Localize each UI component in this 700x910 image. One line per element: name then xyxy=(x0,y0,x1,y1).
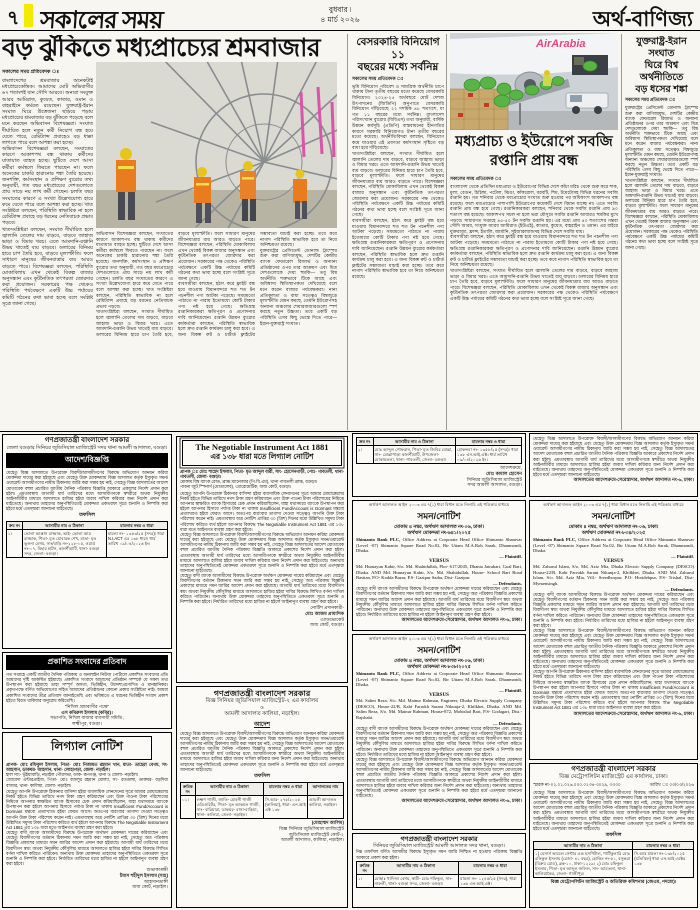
accused-name: ১) মেসার্স ভায়েল সেন্টার এন্ড হসপিটাল, পার্টিকুলারি মোঃ রফিকুল ইসলাম (রেজা- ৪১ বছর), হোল্ডিং নং-৫১, বসুন্ধরা (বিক্রয় রোড), ব্লক-১০, ঢাকা-১২২৯। ২) মোঃ রফিকুল ইসলাম, পিতা- মৃত আব্দুল জলিল, সাং- আমতলা, থানা- কালিয়াকৈর, জেলা- গাজীপুর। xyxy=(534,850,633,878)
negotiable-sign-line: জজ কোর্ট, বগুড়া। xyxy=(310,622,344,628)
defendants-text: Md. Zahurul Islam, S/o. Md. Aziz Mia, Dhaka Electric Supply Company (DESCO) House-22/B, Kabi Farrukh Sarani Nikunja-2, Khilkhet, Dhaka. AND Md. Zahurul Islam, S/o. Md. Aziz Mia, Vill.- Sreedhorpur, P.O- Horidebpur, P.S- Trishal, Dist- Mymensingh. xyxy=(533,564,694,587)
kalia-sign-line: আমলী আদালত, কালিয়া, নড়াইল। xyxy=(280,837,344,843)
page-number: ৭ xyxy=(7,8,20,29)
addressee-line: প্রাপক ঃ মোঃ শাহেদ ইসলাম, পিতা- মৃত আব্দুল বারী, সাং- হোসেনগাড়ী, পোঃ- গাবতলী, থানা- গাবতলী, জেলা- বগুড়া। xyxy=(180,469,344,480)
metro-sign: বিজ্ঞ মেট্রোপলিটন ম্যাজিস্ট্রেট ও অতিরিক্ত কমিশনার (জেএম, পদন্নো)। xyxy=(550,879,677,885)
notice-body: যেহেতু বিজ্ঞ আদালতে উপরোক্ত বিবাদী/আসামীগণের বিরুদ্ধে অভিযোগ আনয়ন করিয়া মোকদ্দমা দায়ের করা হইয়াছে এবং যেহেতু উক্ত মোকদ্দমায় বিজ্ঞ আদালত কর্তৃক ইস্যুকৃত সমন/ওয়ারেন্ট আসামীগণের নামীয় ঠিকানায় জারি করা সম্ভব হয় নাই, সেহেতু বিজ্ঞ আদালতের আদেশ মোতাবেক বহুল প্রচারিত জাতীয় দৈনিক পত্রিকায় বিজ্ঞপ্তি আকারে প্রকাশের নির্দেশ প্রদান করা হইল। এমতাবস্থায় আগামী ধার্য তারিখের মধ্যে আসামীগণকে স্বশরীরে অথবা নিযুক্তীয় আইনজীবীর মাধ্যমে আদালতে হাজির হইয়া জবাব দাখিল করিবার জন্য নির্দেশ প্রদান করা যাইতেছে। অন্যথায় তাহাদের অনুপস্থিতিতেই মোকদ্দমা একতরফা সূত্রে শুনানি ও নিষ্পত্তি করা হইবে মর্মে এতদ্দ্বারা জানানো যাইতেছে। xyxy=(533,789,694,831)
table-header: আসামীর নাম ও ঠিকানা xyxy=(373,861,459,874)
case-details: মামলা নং- ১২৪৫/২৫ (সদর), ধারা ১৩৮ এন.আই.এক্ট। xyxy=(459,874,522,887)
bogura-order-notice xyxy=(2,434,172,649)
investment-paragraph: ব্যবসায়ীরা বলছেন, হঠাৎ করে ফ্লাইট বন্ধ হয়ে যাওয়ায় বিমানবন্দরে শত শত টন পচনশীল পণ্য আটকা পড়েছে। সময়মতো পাঠাতে না পারায় ইতোমধ্যে কোটি টাকার পণ্য নষ্ট হয়ে গেছে। ক্ষতিগ্রস্ত রপ্তানিকারকরা ক্ষতিপূরণ ও প্রণোদনার দাবি জানিয়েছেন। রপ্তানি উন্নয়ন ব্যুরোর কর্মকর্তারা বলছেন, পরিস্থিতি স্বাভাবিক হলে দ্রুত রপ্তানি কার্যক্রম চালু করা হবে। এ জন্য বিকল্প রুট ও চার্টার্ড ফ্লাইটের সম্ভাব্যতা যাচাই করা হচ্ছে। তবে কবে নাগাদ পরিস্থিতি স্বাভাবিক হবে তা নিয়ে অনিশ্চয়তা রয়েছে। xyxy=(352,218,444,279)
case-details: সি.আর- ২৭৫/২০২৫ (কালিয়া), ধারা- এন.আই এক্ট ১৩৮ xyxy=(264,795,308,818)
investment-headline-line1: বেসরকারি বিনিয়োগ ১১ xyxy=(356,36,440,61)
bogura-order-continuation xyxy=(352,433,526,497)
court-name: আমলী আদালত কালিয়া, নড়াইল। xyxy=(224,710,300,717)
office-name: বিজ্ঞ সিনিয়র জুডিসিয়াল ম্যাজিস্ট্রেট-২ এর কার্যালয় xyxy=(205,698,319,705)
main-article-left-column xyxy=(2,69,93,429)
defendant-tag: — Defendants. xyxy=(492,720,522,726)
table-row xyxy=(357,446,522,464)
summons-title: সমন/নোটিশ xyxy=(417,510,461,521)
office-name: বিজ্ঞ মেট্রোপলিটন ম্যাজিস্ট্রেট এর কার্যালয়, ঢাকা। xyxy=(559,774,668,781)
main-article-paragraph: অভিবাসন বিশেষজ্ঞরা বলছেন, সংঘাতের কারণে আকাশপথ বন্ধ থাকায় কর্মীদের যাতায়াত ব্যাহত হচ্ছে। ছুটিতে দেশে আসা কর্মীরা কর্মস্থলে ফিরতে পারছেন না। ফলে অনেকের চাকরি হারানোর শঙ্কা তৈরি হয়েছে। জনশক্তি, কর্মসংস্থান ও প্রশিক্ষণ ব্যুরোর তথ্য অনুযায়ী, গত বছর মধ্যপ্রাচ্যের দেশগুলোতে প্রায় সাড়ে নয় লাখ কর্মী গেছেন। চলতি বছর সংঘাতের কারণে এ সংখ্যা উল্লেখযোগ্য হারে কমে যেতে পারে বলে আশঙ্কা করা হচ্ছে। খাত সংশ্লিষ্টরা বলছেন, পরিস্থিতি স্বাভাবিক না হলে রেমিট্যান্স প্রবাহে বড় ধরনের নেতিবাচক প্রভাব পড়বে। xyxy=(96,231,173,309)
accused-name: ভোলা আক্কাস রাজ্জাক, ভাই- ভোলা আয় রাজ্জাক, পিতা- মৃত মোবারক শেখ, মাতা- মৃত ভুলনা বেগম, সাং/বাড়ি নং-২২৮-০৫, ওয়ার্ড নং-০৭, বিহার হাটস, কালশীমাটি, থানা- বগুড়া সদর, জেলা- বগুড়া। xyxy=(23,530,107,558)
summons-body: যেহেতু বাদী ব্যাংক আসামীদের বিরুদ্ধে উপরোক্ত অর্থঋণ মোকদ্দমা দায়ের করিয়াছেন এবং যেহেতু বিবাদীগণের বর্তমান ঠিকানায় সমন জারি করা সম্ভব হয় নাই, সেহেতু অত্র পত্রিকায় বিজ্ঞপ্তি প্রকাশের মাধ্যমে সমন জারির আদেশ প্রদান করা হইয়াছে। আগামী ধার্য তারিখের মধ্যে বিবাদীগণ স্বয়ং অথবা নিযুক্তীয় কৌঁসুলির মাধ্যমে আদালতে হাজির হইয়া দাবির বিরুদ্ধে লিখিত বর্ণনা দাখিল করিতে পারিবেন। অন্যথায় উক্ত মোকদ্দমা তাহাদের অনুপস্থিতিতে একতরফা সূত্রে শুনানি ও নিষ্পত্তি করা হইবে। নির্ধারিত তারিখের মধ্যে হাজির না হইলে আইনানুগ ব্যবস্থা গ্রহণ করা হইবে। xyxy=(533,591,694,628)
negotiable-sign-line: নোটিশ প্রদানকারী- xyxy=(310,605,344,611)
us-iran-headline-line3: বড় ধসের শঙ্কা xyxy=(635,83,688,95)
table-row xyxy=(357,874,522,887)
main-article-paragraph: খাতসংশ্লিষ্টরা বলছেন, সংঘাত দীর্ঘায়িত হলে জ্বালানি তেলের দাম বাড়বে, বাড়বে জাহাজ ভাড়া ও বিমার খরচ। এতে আমদানি-রপ্তানি উভয় খাতেই ব্যয় বাড়বে। ডলারের বিনিময় হারে চাপ তৈরি হবে, বাড়বে মূল্যস্ফীতি। ফলে সাধারণ মানুষের জীবনযাত্রার ব্যয় আরও বাড়তে পারে। বিশেষজ্ঞরা বলছেন, পরিস্থিতি মোকাবিলায় এখন থেকেই বিকল্প বাজার অনুসন্ধান এবং কূটনৈতিক তৎপরতা জোরদার করা প্রয়োজন। সরকারের পক্ষ থেকেও পরিস্থিতি পর্যবেক্ষণে একটি উচ্চ পর্যায়ের কমিটি গঠনের কথা ভাবা হচ্ছে বলে সংশ্লিষ্ট সূত্রে জানা গেছে। xyxy=(2,226,93,307)
summons-notice-1 xyxy=(352,500,526,631)
court-name: জেলা বগুড়ার সিনিয়র জুডিসিয়াল ম্যাজিস্ট্রেট সদর থানা আমলী আদালত, বগুড়া। xyxy=(6,445,168,452)
summons-title: সমন/নোটিশ xyxy=(591,510,636,521)
protest-sign-line: লক্ষ্মীপুর, বগুড়া। xyxy=(72,721,102,727)
column-divider xyxy=(446,34,447,430)
legal-sign-line: জজ কোর্ট, নড়াইল। xyxy=(132,884,168,890)
case-details: মামলা নং- ১৩৫৩/২৫ (সদর)। ধারা N.I.ACT এর ১৩৮ ধারা। ধার্য তারিখ ০৯/০৪/২০২৬ ইং। xyxy=(106,530,167,558)
main-article-paragraph: খাতসংশ্লিষ্টরা বলছেন, সংঘাত দীর্ঘায়িত হলে জ্বালানি তেলের দাম বাড়বে, বাড়বে জাহাজ ভাড়া ও বিমার খরচ। এতে আমদানি-রপ্তানি উভয় খাতেই ব্যয় বাড়বে। ডলারের বিনিময় হারে চাপ তৈরি হবে, বাড়বে মূল্যস্ফীতি। ফলে সাধারণ মানুষের জীবনযাত্রার ব্যয় আরও বাড়তে পারে। বিশেষজ্ঞরা বলছেন, পরিস্থিতি মোকাবিলায় এখন থেকেই বিকল্প বাজার অনুসন্ধান এবং কূটনৈতিক তৎপরতা জোরদার করা প্রয়োজন। সরকারের পক্ষ থেকেও পরিস্থিতি পর্যবেক্ষণে একটি উচ্চ পর্যায়ের কমিটি গঠনের কথা ভাবা হচ্ছে বলে সংশ্লিষ্ট সূত্রে জানা গেছে। xyxy=(96,231,255,337)
protest-body: গত সপ্তাহে একটি জাতীয় দৈনিক পত্রিকায় ও অনলাইন নিউজ পোর্টালে প্রকাশিত সংবাদের প্রতি আমাদের দৃষ্টি আকর্ষিত হইয়াছে। প্রকাশিত সংবাদে আমাদের প্রতিষ্ঠান সম্পর্কে যে সকল তথ্য উপস্থাপন করা হইয়াছে তাহা সম্পূর্ণ অসত্য, ভিত্তিহীন, উদ্দেশ্যপ্রণোদিত ও মানহানিকর। প্রকৃতপক্ষে বর্ণিত অভিযোগের সহিত আমাদের প্রতিষ্ঠানের কোনো প্রকার সংশ্লিষ্টতা নাই। আমরা প্রকাশিত সংবাদের তীব্র প্রতিবাদ জানাইতেছি এবং ভবিষ্যতে এ ধরনের ভিত্তিহীন সংবাদ প্রকাশ হইতে বিরত থাকিবার অনুরোধ করিতেছি। xyxy=(6,672,168,703)
summons-continuation xyxy=(529,433,698,497)
negotiable-body: যেহেতু বাদী ব্যাংক আসামীদের বিরুদ্ধে উপরোক্ত অর্থঋণ মোকদ্দমা দায়ের করিয়াছেন এবং যেহেতু বিবাদীগণের বর্তমান ঠিকানায় সমন জারি করা সম্ভব হয় নাই, সেহেতু অত্র পত্রিকায় বিজ্ঞপ্তি প্রকাশের মাধ্যমে সমন জারির আদেশ প্রদান করা হইয়াছে। আগামী ধার্য তারিখের মধ্যে বিবাদীগণ স্বয়ং অথবা নিযুক্তীয় কৌঁসুলির মাধ্যমে আদালতে হাজির হইয়া দাবির বিরুদ্ধে লিখিত বর্ণনা দাখিল করিতে পারিবেন। অন্যথায় উক্ত মোকদ্দমা তাহাদের অনুপস্থিতিতে একতরফা সূত্রে শুনানি ও নিষ্পত্তি করা হইবে। নির্ধারিত তারিখের মধ্যে হাজির না হইলে আইনানুগ ব্যবস্থা গ্রহণ করা হইবে। xyxy=(180,573,344,604)
veg-paragraph: ব্যবসায়ীরা বলছেন, হঠাৎ করে ফ্লাইট বন্ধ হয়ে যাওয়ায় বিমানবন্দরে শত শত টন পচনশীল পণ্য আটকা পড়েছে। সময়মতো পাঠাতে না পারায় ইতোমধ্যে কোটি টাকার পণ্য নষ্ট হয়ে গেছে। ক্ষতিগ্রস্ত রপ্তানিকারকরা ক্ষতিপূরণ ও প্রণোদনার দাবি জানিয়েছেন। রপ্তানি উন্নয়ন ব্যুরোর কর্মকর্তারা বলছেন, পরিস্থিতি স্বাভাবিক হলে দ্রুত রপ্তানি কার্যক্রম চালু করা হবে। এ জন্য বিকল্প রুট ও চার্টার্ড ফ্লাইটের সম্ভাব্যতা যাচাই করা হচ্ছে। তবে কবে নাগাদ পরিস্থিতি স্বাভাবিক হবে তা নিয়ে অনিশ্চয়তা রয়েছে। xyxy=(450,234,618,268)
investment-article xyxy=(352,36,444,430)
main-article-byline: সকালের সময় প্রতিবেদক ঃ xyxy=(2,69,60,75)
schedule-label: তফসিল xyxy=(254,772,270,779)
plaintiff-tag: — Plaintiff. xyxy=(499,554,522,559)
us-iran-paragraph: খাতসংশ্লিষ্টরা বলছেন, সংঘাত দীর্ঘায়িত হলে জ্বালানি তেলের দাম বাড়বে, বাড়বে জাহাজ ভাড়া ও বিমার খরচ। এতে আমদানি-রপ্তানি উভয় খাতেই ব্যয় বাড়বে। ডলারের বিনিময় হারে চাপ তৈরি হবে, বাড়বে মূল্যস্ফীতি। ফলে সাধারণ মানুষের জীবনযাত্রার ব্যয় আরও বাড়তে পারে। বিশেষজ্ঞরা বলছেন, পরিস্থিতি মোকাবিলায় এখন থেকেই বিকল্প বাজার অনুসন্ধান এবং কূটনৈতিক তৎপরতা জোরদার করা প্রয়োজন। সরকারের পক্ষ থেকেও পরিস্থিতি পর্যবেক্ষণে একটি উচ্চ পর্যায়ের কমিটি গঠনের কথা ভাবা হচ্ছে বলে সংশ্লিষ্ট সূত্রে জানা গেছে। xyxy=(625,177,698,250)
masthead-logo: সকালের সময় xyxy=(39,7,164,34)
veg-article-headline xyxy=(450,133,618,171)
kalia-sign-line: জুডিসিয়াল ম্যাজিস্ট্রেট কোর্ট-২ xyxy=(288,831,344,837)
main-article-paragraph: বাংলাদেশের শ্রমবাজার অনেকটাই মধ্যপ্রাচ্যকেন্দ্রিক। আমাদের মোট অভিবাসীর ৬৭ শতাংশই যান সৌদি আরবে। অন্যরা সংযুক্ত আরব আমিরাত, কুয়েত, কাতার, ওমান ও বাহরাইনে কর্মরত রয়েছেন। যুক্তরাষ্ট্র-ইরান সংঘাত ঘিরে উত্তেজনা ছড়িয়ে পড়ায় মধ্যপ্রাচ্যের শ্রমবাজার বড় ঝুঁকিতে পড়েছে বলে মনে করছেন অভিবাসন বিশেষজ্ঞরা। সংঘাত দীর্ঘায়িত হলে নতুন কর্মী নিয়োগ বন্ধ হয়ে যেতে পারে, রেমিট্যান্স প্রবাহেও বড় ধাক্কা লাগতে পারে বলে আশঙ্কা করা হচ্ছে। xyxy=(2,78,93,146)
addressee-line: প্রাপক- মোঃ রফিকুল ইসলাম, পিতা- মোঃ নিজামত রহমান খান, মাতা- তাহেরা বেগম, সং- আহসান, ডাকঘর- আহসান, থানা- লোহাগড়া, জেলা- নড়াইল। xyxy=(6,762,168,773)
order-label: আদেশ xyxy=(253,721,271,728)
plaintiff-address: Office Address at Corporate Head Office Shimanto Shamvar (Level -07) Shimanto Square Road No.02, Bir Uttam M.A.Rob Sarak, Dhanmondi, Dhaka. xyxy=(533,536,694,554)
accused-name: লক্ষ্মণ গাজী, জাতি- মোহনী গাজী এডিওরিটর, পিতা- মৃত আকমল গাজী, সাং- বারিয়ারা, ডাকঘর- বাসা-বাড়িয়া, থানা- কালিয়া, জেলা- নড়াইল। xyxy=(195,795,263,818)
plaintiff-name: Shimanto Bank PLC, xyxy=(533,536,577,542)
accused-table xyxy=(533,841,694,878)
case-details: মোকদ্দমা নং- ১৩৫৮/২৫ (সদর)। ধারা ১৩৮ এন.আই.এক্ট। ধার্য তারিখ ০৯/০৪/২০২৬ ইং। xyxy=(456,446,522,464)
table-header: মামলার নম্বর ও ধারা xyxy=(633,842,694,850)
bogura-sign-line: সিনিয়র জুডিসিয়াল ম্যাজিস্ট্রেট xyxy=(466,476,522,482)
addressee-line: জোবেদা এন্টারপ্রাইজ, পিতা- মোঃ বজলুর রহমান মোল্যা, সং- রতডাঙ্গা, ডাকঘর- বড়দিয়া বাজার, থানা- কালিয়া, জেলা- নড়াইল। xyxy=(6,777,168,788)
table-row xyxy=(181,795,344,818)
court-name-cell: আমলী আদালত কালিয়া, নড়াইল। xyxy=(308,795,344,818)
accused-table xyxy=(356,861,522,888)
legal-body: যেহেতু আপনি উপরোক্ত ঠিকানার বাসিন্দা হইয়া ব্যবসায়িক লেনদেনের সূত্রে আমার মোয়াক্কেলের নিকট হইতে বিভিন্ন তারিখে নগদ টাকা গ্রহণ করিয়াছেন এবং উক্ত পাওনা টাকা পরিশোধের নিমিত্তে আপনার স্বাক্ষরিত ব্যাংক হিসাবের চেক প্রদান করিয়াছিলেন, যাহা যথাসময়ে ব্যাংকে উপস্থাপন করা হইলে আপনার হিসাবে পর্যাপ্ত টাকা না থাকায় Insufficient Fund/Account is Dormant মন্তব্যে প্রত্যাখ্যাত হইয়া ফেরত আসে। অতঃপর বারংবার তাগাদা দেওয়া সত্ত্বেও আপনি উক্ত টাকা পরিশোধ করেন নাই। এমতাবস্থায় অত্র নোটিশ প্রাপ্তির ৩০ (ত্রিশ) দিনের মধ্যে উল্লিখিত সমুদয় টাকা পরিশোধ করিতে ব্যর্থ হইলে আপনার বিরুদ্ধে The Negotiable Instrument Act 1881 এর ১৩৮ ধারা মতে আইনগত ব্যবস্থা গ্রহণ করা হইবে। xyxy=(6,788,168,830)
bogura-sign-line: আদেশক্রমে, xyxy=(500,465,522,471)
plaintiff-address: Office Address at Corporate Head Office Shimanto Shamvar (Level -07) Shimanto Square Road No.02, Bir Uttam M.A.Rob Sarak, Dhanmondi, Dhaka. xyxy=(356,670,522,688)
veg-article-body xyxy=(450,176,618,429)
addressee-line: পাবনা জুট স্পিনার্স (মোতালেব), এ্যারোমেটিক, জজ কোর্ট, বগুড়া। xyxy=(180,484,292,490)
mokam-line: মোকাম ৪ নম্বর, অর্থঋণ আদালত নং-০৬, ঢাকা। xyxy=(394,658,484,664)
gov-title: গণপ্রজাতন্ত্রী বাংলাদেশ সরকার xyxy=(571,766,656,773)
protest-bar: প্রকাশিত সংবাদের প্রতিবাদ xyxy=(6,655,168,670)
case-details: সি.আর মামলা নং-১৩৮/২০২৫ (মতিঝিল) ধারা এন.আই.এক্টের ১৩৮ xyxy=(633,850,694,878)
summons-body: যেহেতু আপনি উপরোক্ত ঠিকানার বাসিন্দা হইয়া ব্যবসায়িক লেনদেনের সূত্রে আমার মোয়াক্কেলের নিকট হইতে বিভিন্ন তারিখে নগদ টাকা গ্রহণ করিয়াছেন এবং উক্ত পাওনা টাকা পরিশোধের নিমিত্তে আপনার স্বাক্ষরিত ব্যাংক হিসাবের চেক প্রদান করিয়াছিলেন, যাহা যথাসময়ে ব্যাংকে উপস্থাপন করা হইলে আপনার হিসাবে পর্যাপ্ত টাকা না থাকায় Insufficient Fund/Account is Dormant মন্তব্যে প্রত্যাখ্যাত হইয়া ফেরত আসে। অতঃপর বারংবার তাগাদা দেওয়া সত্ত্বেও আপনি উক্ত টাকা পরিশোধ করেন নাই। এমতাবস্থায় অত্র নোটিশ প্রাপ্তির ৩০ (ত্রিশ) দিনের মধ্যে উল্লিখিত সমুদয় টাকা পরিশোধ করিতে ব্যর্থ হইলে আপনার বিরুদ্ধে The Negotiable Instrument Act 1881 এর ১৩৮ ধারা মতে আইনগত ব্যবস্থা গ্রহণ করা হইবে। xyxy=(533,669,694,711)
construction-photo-graphic xyxy=(96,62,337,228)
row-number: ২। xyxy=(357,446,374,464)
row-number: ১। xyxy=(7,530,23,558)
summons-notice-3 xyxy=(529,500,698,760)
accused-table xyxy=(6,521,168,558)
investment-paragraph: ভূমি বিনিয়োগ পরিবেশ ও সামগ্রিক অর্থনীতি চাপে থাকায় টানা তৃতীয় বছরের মতো কমেছে বেসরকারি বিনিয়োগ। ২০২৪-২৫ অর্থবছরে মোট দেশজ উৎপাদনের (জিডিপি) অনুপাতে বেসরকারি বিনিয়োগ দাঁড়িয়েছে ২২ দশমিক ৪৮ শতাংশে, যা গত ১১ বছরের মধ্যে সর্বনিম্ন। বাংলাদেশ পরিসংখ্যান ব্যুরোর (বিবিএস) তথ্য অনুযায়ী, বার্ষিক উন্নয়ন কর্মসূচি (এডিপি) বাস্তবায়নের হীনগতির কারণে সরকারি বিনিয়োগও টানা তৃতীয় বছরের মতো কমেছে। অর্থনীতিবিদরা বলছেন, বিনিয়োগ কমে যাওয়ার এই প্রবণতা কর্মসংস্থান সৃষ্টিতে বড় বাধা হয়ে দাঁড়িয়েছে। xyxy=(352,83,444,151)
versus-label: VERSUS xyxy=(429,559,449,564)
protest-sign-line: সভাপতি, নিখিল বাজার ব্যবসায়ী সমিতি, xyxy=(50,715,124,721)
main-headline: বড় ঝুঁকিতে মধ্যপ্রাচ্যের শ্রমবাজার xyxy=(2,35,321,62)
schedule-label: তফসিল xyxy=(605,832,622,838)
order-sign: আদালতের আদেশক্রমে-সেরেস্তাদার, অর্থঋণ আদালত নং-৬, ঢাকা। xyxy=(401,617,522,623)
section-rule xyxy=(0,431,700,432)
defendant-tag: — Defendants. xyxy=(664,586,694,592)
versus-label: VERSUS xyxy=(429,693,449,698)
cargo-plane-photo-graphic xyxy=(450,33,618,130)
page-number-highlight xyxy=(24,4,33,27)
section-title: অর্থ-বাণিজ্য xyxy=(592,8,693,31)
us-iran-headline-line1: যুক্তরাষ্ট্র-ইরান সংঘাত xyxy=(636,36,687,59)
mokam-line: মোকাম ৪ নম্বর, অর্থঋণ আদালত নং-০৬, ঢাকা। xyxy=(568,524,659,530)
us-iran-article xyxy=(625,36,698,430)
row-number: ১। xyxy=(357,874,374,887)
table-header: আসামীর নাম ও ঠিকানা xyxy=(534,842,633,850)
dateline xyxy=(295,5,385,25)
column-divider xyxy=(347,34,348,430)
case-number: অর্থঋণ মোকদ্দমা নং-৬৪১/২০২৫ xyxy=(407,530,471,536)
kalia-order-notice xyxy=(176,686,348,908)
negotiable-act-notice xyxy=(176,436,348,683)
accused-name: মোঃ আব্দুল গোফরান, পিতা- মৃত জিবির মোল্লা, সাং- মোল্লাপাড়া কালশীমাটি, উপজেলা- মোকামতলা, থানা- গাবতলী, জেলা- বগুড়া। xyxy=(373,446,456,464)
summons-title: সমন/নোটিশ xyxy=(417,644,461,655)
date-label: ৪ মার্চ ২০২৬ xyxy=(320,14,360,24)
plaintiff-name: Shimanto Bank PLC, xyxy=(356,670,401,676)
veg-headline-line2: রপ্তানি প্রায় বন্ধ xyxy=(489,152,579,169)
court-name: সিনিয়র জুডিসিয়াল ম্যাজিস্ট্রেট আমলী আদালত সদর থানা, বগুড়া। xyxy=(373,843,505,850)
mokam-line: মোকাম ৪ নম্বর, অর্থঋণ আদালত নং-০৬, ঢাকা। xyxy=(394,524,484,530)
addressee-line: হাল সাং- ভূঁইয়াবাড়ি, নড়াইল পৌরসভা, ডাক- রূপগঞ্জ, থানা ও জেলা- নড়াইল। xyxy=(6,772,139,778)
main-article-paragraph: ব্যবসায়ীরা বলছেন, হঠাৎ করে ফ্লাইট বন্ধ হয়ে যাওয়ায় বিমানবন্দরে শত শত টন পচনশীল পণ্য আটকা পড়েছে। সময়মতো পাঠাতে না পারায় ইতোমধ্যে কোটি টাকার পণ্য নষ্ট হয়ে গেছে। ক্ষতিগ্রস্ত রপ্তানিকারকরা ক্ষতিপূরণ ও প্রণোদনার দাবি জানিয়েছেন। রপ্তানি উন্নয়ন ব্যুরোর কর্মকর্তারা বলছেন, পরিস্থিতি স্বাভাবিক হলে দ্রুত রপ্তানি কার্যক্রম চালু করা হবে। এ জন্য বিকল্প রুট ও চার্টার্ড ফ্লাইটের সম্ভাব্যতা যাচাই করা হচ্ছে। তবে কবে নাগাদ পরিস্থিতি স্বাভাবিক হবে তা নিয়ে অনিশ্চয়তা রয়েছে। xyxy=(178,231,337,337)
main-article-paragraph: অভিবাসন বিশেষজ্ঞরা বলছেন, সংঘাতের কারণে আকাশপথ বন্ধ থাকায় কর্মীদের যাতায়াত ব্যাহত হচ্ছে। ছুটিতে দেশে আসা কর্মীরা কর্মস্থলে ফিরতে পারছেন না। ফলে অনেকের চাকরি হারানোর শঙ্কা তৈরি হয়েছে। জনশক্তি, কর্মসংস্থান ও প্রশিক্ষণ ব্যুরোর তথ্য অনুযায়ী, গত বছর মধ্যপ্রাচ্যের দেশগুলোতে প্রায় সাড়ে নয় লাখ কর্মী গেছেন। চলতি বছর সংঘাতের কারণে এ সংখ্যা উল্লেখযোগ্য হারে কমে যেতে পারে বলে আশঙ্কা করা হচ্ছে। খাত সংশ্লিষ্টরা বলছেন, পরিস্থিতি স্বাভাবিক না হলে রেমিট্যান্স প্রবাহে বড় ধরনের নেতিবাচক প্রভাব পড়বে। xyxy=(2,146,93,227)
table-header: মামলার নম্বর ও ধারা xyxy=(456,438,522,446)
investment-byline: সকালের সময় প্রতিবেদক ঃ xyxy=(352,75,404,81)
table-header: আসামীর নাম ও ঠিকানা xyxy=(23,522,107,530)
plaintiff-tag: — Plaintiff. xyxy=(499,688,522,693)
case-number: অর্থঋণ মোকদ্দমা নং-৮৩৮/২০২৫ xyxy=(407,664,471,670)
table-header: আসামীর নাম ও ঠিকানা xyxy=(195,782,263,795)
order-bar: আদেশ/বিজ্ঞপ্তি xyxy=(6,453,168,468)
summons-body: যেহেতু বিজ্ঞ আদালতে উপরোক্ত বিবাদী/আসামীগণের বিরুদ্ধে অভিযোগ আনয়ন করিয়া মোকদ্দমা দায়ের করা হইয়াছে এবং যেহেতু উক্ত মোকদ্দমায় বিজ্ঞ আদালত কর্তৃক ইস্যুকৃত সমন/ওয়ারেন্ট আসামীগণের নামীয় ঠিকানায় জারি করা সম্ভব হয় নাই, সেহেতু বিজ্ঞ আদালতের আদেশ মোতাবেক বহুল প্রচারিত জাতীয় দৈনিক পত্রিকায় বিজ্ঞপ্তি আকারে প্রকাশের নির্দেশ প্রদান করা হইল। এমতাবস্থায় আগামী ধার্য তারিখের মধ্যে আসামীগণকে স্বশরীরে অথবা নিযুক্তীয় আইনজীবীর মাধ্যমে আদালতে হাজির হইয়া জবাব দাখিল করিবার জন্য নির্দেশ প্রদান করা যাইতেছে। অন্যথায় তাহাদের অনুপস্থিতিতেই মোকদ্দমা একতরফা সূত্রে শুনানি ও নিষ্পত্তি করা হইবে মর্মে এতদ্দ্বারা জানানো যাইতেছে। xyxy=(356,756,522,798)
summons-body: যেহেতু বিজ্ঞ আদালতে উপরোক্ত বিবাদী/আসামীগণের বিরুদ্ধে অভিযোগ আনয়ন করিয়া মোকদ্দমা দায়ের করা হইয়াছে এবং যেহেতু উক্ত মোকদ্দমায় বিজ্ঞ আদালত কর্তৃক ইস্যুকৃত সমন/ওয়ারেন্ট আসামীগণের নামীয় ঠিকানায় জারি করা সম্ভব হয় নাই, সেহেতু বিজ্ঞ আদালতের আদেশ মোতাবেক বহুল প্রচারিত জাতীয় দৈনিক পত্রিকায় বিজ্ঞপ্তি আকারে প্রকাশের নির্দেশ প্রদান করা হইল। এমতাবস্থায় আগামী ধার্য তারিখের মধ্যে আসামীগণকে স্বশরীরে অথবা নিযুক্তীয় আইনজীবীর মাধ্যমে আদালতে হাজির হইয়া জবাব দাখিল করিবার জন্য নির্দেশ প্রদান করা যাইতেছে। অন্যথায় তাহাদের অনুপস্থিতিতেই মোকদ্দমা একতরফা সূত্রে শুনানি ও নিষ্পত্তি করা হইবে মর্মে এতদ্দ্বারা জানানো যাইতেছে। xyxy=(533,436,694,478)
bogura-sign-line: মোঃ কামাল হোসেন xyxy=(486,470,522,476)
veg-paragraph: খাতসংশ্লিষ্টরা বলছেন, সংঘাত দীর্ঘায়িত হলে জ্বালানি তেলের দাম বাড়বে, বাড়বে জাহাজ ভাড়া ও বিমার খরচ। এতে আমদানি-রপ্তানি উভয় খাতেই ব্যয় বাড়বে। ডলারের বিনিময় হারে চাপ তৈরি হবে, বাড়বে মূল্যস্ফীতি। ফলে সাধারণ মানুষের জীবনযাত্রার ব্যয় আরও বাড়তে পারে। বিশেষজ্ঞরা বলছেন, পরিস্থিতি মোকাবিলায় এখন থেকেই বিকল্প বাজার অনুসন্ধান এবং কূটনৈতিক তৎপরতা জোরদার করা প্রয়োজন। সরকারের পক্ষ থেকেও পরিস্থিতি পর্যবেক্ষণে একটি উচ্চ পর্যায়ের কমিটি গঠনের কথা ভাবা হচ্ছে বলে সংশ্লিষ্ট সূত্রে জানা গেছে। xyxy=(450,267,618,301)
investment-paragraph: খাতসংশ্লিষ্টরা বলছেন, সংঘাত দীর্ঘায়িত হলে জ্বালানি তেলের দাম বাড়বে, বাড়বে জাহাজ ভাড়া ও বিমার খরচ। এতে আমদানি-রপ্তানি উভয় খাতেই ব্যয় বাড়বে। ডলারের বিনিময় হারে চাপ তৈরি হবে, বাড়বে মূল্যস্ফীতি। ফলে সাধারণ মানুষের জীবনযাত্রার ব্যয় আরও বাড়তে পারে। বিশেষজ্ঞরা বলছেন, পরিস্থিতি মোকাবিলায় এখন থেকেই বিকল্প বাজার অনুসন্ধান এবং কূটনৈতিক তৎপরতা জোরদার করা প্রয়োজন। সরকারের পক্ষ থেকেও পরিস্থিতি পর্যবেক্ষণে একটি উচ্চ পর্যায়ের কমিটি গঠনের কথা ভাবা হচ্ছে বলে সংশ্লিষ্ট সূত্রে জানা গেছে। xyxy=(352,150,444,218)
gov-title: গণপ্রজাতন্ত্রী বাংলাদেশ সরকার xyxy=(213,689,311,698)
summons-body: যেহেতু বাদী ব্যাংক আসামীদের বিরুদ্ধে উপরোক্ত অর্থঋণ মোকদ্দমা দায়ের করিয়াছেন এবং যেহেতু বিবাদীগণের বর্তমান ঠিকানায় সমন জারি করা সম্ভব হয় নাই, সেহেতু অত্র পত্রিকায় বিজ্ঞপ্তি প্রকাশের মাধ্যমে সমন জারির আদেশ প্রদান করা হইয়াছে। আগামী ধার্য তারিখের মধ্যে বিবাদীগণ স্বয়ং অথবা নিযুক্তীয় কৌঁসুলির মাধ্যমে আদালতে হাজির হইয়া দাবির বিরুদ্ধে লিখিত বর্ণনা দাখিল করিতে পারিবেন। অন্যথায় উক্ত মোকদ্দমা তাহাদের অনুপস্থিতিতে একতরফা সূত্রে শুনানি ও নিষ্পত্তি করা হইবে। নির্ধারিত তারিখের মধ্যে হাজির না হইলে আইনানুগ ব্যবস্থা গ্রহণ করা হইবে। xyxy=(356,586,522,617)
table-header: আদালতের নাম xyxy=(308,782,344,795)
kalia-sign-line: (মোহাম্মদ আলিম) xyxy=(311,820,344,826)
accused-table xyxy=(180,782,344,819)
table-header: ক্রম নং xyxy=(7,522,23,530)
veg-byline: সকালের সময় প্রতিবেদক ঃ xyxy=(450,176,502,181)
legal-notice-left xyxy=(2,732,172,908)
negotiable-sign-line: এ্যাডভোকেট xyxy=(320,616,344,622)
legal-sign-line: টমাস শহীদুল ইসলাম (সাহ) xyxy=(119,872,168,878)
notice-body: নিম্ন তফসিল বর্ণিত আসামীর বিরুদ্ধে ইস্যুকৃত সমন জারি নিশ্চিত না হওয়ায় পত্রিকায় বিজ্ঞপ্তি আকারে প্রকাশ করা হইল। xyxy=(356,849,522,860)
order-body: যেহেতু বিজ্ঞ আদালতে উপরোক্ত বিবাদী/আসামীগণের বিরুদ্ধে অভিযোগ আনয়ন করিয়া মোকদ্দমা দায়ের করা হইয়াছে এবং যেহেতু উক্ত মোকদ্দমায় বিজ্ঞ আদালত কর্তৃক ইস্যুকৃত সমন/ওয়ারেন্ট আসামীগণের নামীয় ঠিকানায় জারি করা সম্ভব হয় নাই, সেহেতু বিজ্ঞ আদালতের আদেশ মোতাবেক বহুল প্রচারিত জাতীয় দৈনিক পত্রিকায় বিজ্ঞপ্তি আকারে প্রকাশের নির্দেশ প্রদান করা হইল। এমতাবস্থায় আগামী ধার্য তারিখের মধ্যে আসামীগণকে স্বশরীরে অথবা নিযুক্তীয় আইনজীবীর মাধ্যমে আদালতে হাজির হইয়া জবাব দাখিল করিবার জন্য নির্দেশ প্রদান করা যাইতেছে। অন্যথায় তাহাদের অনুপস্থিতিতেই মোকদ্দমা একতরফা সূত্রে শুনানি ও নিষ্পত্তি করা হইবে মর্মে এতদ্দ্বারা জানানো যাইতেছে। xyxy=(180,730,344,772)
table-header: ক্রমিক নং xyxy=(181,782,196,795)
us-iran-headline-line2: ঘিরে বিশ্ব অর্থনীতিতে xyxy=(639,59,684,83)
bogura-sign-line: সদর আমলী আদালত, বগুড়া। xyxy=(467,482,522,488)
order-sign: আদালতের আদেশক্রমে-সেরেস্তাদার, অর্থঋণ আদালত নং-৬, ঢাকা। xyxy=(573,710,694,716)
kalia-sign-line: বিজ্ঞ সিনিয়র জুডিসিয়াল ম্যাজিস্ট্রেট xyxy=(279,825,344,831)
notice-body: যেহেতু বিজ্ঞ আদালতে উপরোক্ত বিবাদী/আসামীগণের বিরুদ্ধে অভিযোগ আনয়ন করিয়া মোকদ্দমা দায়ের করা হইয়াছে এবং যেহেতু উক্ত মোকদ্দমায় বিজ্ঞ আদালত কর্তৃক ইস্যুকৃত সমন/ওয়ারেন্ট আসামীগণের নামীয় ঠিকানায় জারি করা সম্ভব হয় নাই, সেহেতু বিজ্ঞ আদালতের আদেশ মোতাবেক বহুল প্রচারিত জাতীয় দৈনিক পত্রিকায় বিজ্ঞপ্তি আকারে প্রকাশের নির্দেশ প্রদান করা হইল। এমতাবস্থায় আগামী ধার্য তারিখের মধ্যে আসামীগণকে স্বশরীরে অথবা নিযুক্তীয় আইনজীবীর মাধ্যমে আদালতে হাজির হইয়া জবাব দাখিল করিবার জন্য নির্দেশ প্রদান করা যাইতেছে। অন্যথায় তাহাদের অনুপস্থিতিতেই মোকদ্দমা একতরফা সূত্রে শুনানি ও নিষ্পত্তি করা হইবে মর্মে এতদ্দ্বারা জানানো যাইতেছে। xyxy=(6,470,168,512)
protest-sign-line: এস কবিরুল ইসলাম (কবির)। xyxy=(61,709,113,715)
versus-label: VERSUS xyxy=(603,559,624,564)
negotiable-body: যেহেতু আপনি উপরোক্ত ঠিকানার বাসিন্দা হইয়া ব্যবসায়িক লেনদেনের সূত্রে আমার মোয়াক্কেলের নিকট হইতে বিভিন্ন তারিখে নগদ টাকা গ্রহণ করিয়াছেন এবং উক্ত পাওনা টাকা পরিশোধের নিমিত্তে আপনার স্বাক্ষরিত ব্যাংক হিসাবের চেক প্রদান করিয়াছিলেন, যাহা যথাসময়ে ব্যাংকে উপস্থাপন করা হইলে আপনার হিসাবে পর্যাপ্ত টাকা না থাকায় Insufficient Fund/Account is Dormant মন্তব্যে প্রত্যাখ্যাত হইয়া ফেরত আসে। অতঃপর বারংবার তাগাদা দেওয়া সত্ত্বেও আপনি উক্ত টাকা পরিশোধ করেন নাই। এমতাবস্থায় অত্র নোটিশ প্রাপ্তির ৩০ (ত্রিশ) দিনের মধ্যে উল্লিখিত সমুদয় টাকা পরিশোধ করিতে ব্যর্থ হইলে আপনার বিরুদ্ধে The Negotiable Instrument Act 1881 এর ১৩৮ ধারা মতে আইনগত ব্যবস্থা গ্রহণ করা হইবে। xyxy=(180,490,344,532)
law-line: অর্থঋণ আদালত আইন ২০০৩ এর ৭(১) ধারা বিধান মতে নিলামি এই পত্রিকার মাধ্যমে xyxy=(368,502,510,507)
us-iran-byline: সকালের সময় প্রতিবেদক ঃ xyxy=(625,97,676,103)
table-header: মামলার নম্বর ও ধারা xyxy=(264,782,308,795)
legal-sign-line: শুভাকাঙ্ক্ষী xyxy=(146,867,168,873)
gov-title: গণপ্রজাতন্ত্রী বাংলাদেশ সরকার xyxy=(400,836,478,843)
defendants-text: Md. Humayun Kabir, S/o. Md. Shahidullah, Plot- 617/2045, Dhania Jatrabari, Goal Bari, Dhaka. AND Md. Humayun Kabir, S/o. Md. Shahidullah, House- School Bari Road Bastian, P.O- Kodda Bazar, P.S- Gazipur Sadar, Dist- Gazipur. xyxy=(356,564,522,581)
summons-body: যেহেতু বিজ্ঞ আদালতে উপরোক্ত বিবাদী/আসামীগণের বিরুদ্ধে অভিযোগ আনয়ন করিয়া মোকদ্দমা দায়ের করা হইয়াছে এবং যেহেতু উক্ত মোকদ্দমায় বিজ্ঞ আদালত কর্তৃক ইস্যুকৃত সমন/ওয়ারেন্ট আসামীগণের নামীয় ঠিকানায় জারি করা সম্ভব হয় নাই, সেহেতু বিজ্ঞ আদালতের আদেশ মোতাবেক বহুল প্রচারিত জাতীয় দৈনিক পত্রিকায় বিজ্ঞপ্তি আকারে প্রকাশের নির্দেশ প্রদান করা হইল। এমতাবস্থায় আগামী ধার্য তারিখের মধ্যে আসামীগণকে স্বশরীরে অথবা নিযুক্তীয় আইনজীবীর মাধ্যমে আদালতে হাজির হইয়া জবাব দাখিল করিবার জন্য নির্দেশ প্রদান করা যাইতেছে। অন্যথায় তাহাদের অনুপস্থিতিতেই মোকদ্দমা একতরফা সূত্রে শুনানি ও নিষ্পত্তি করা হইবে মর্মে এতদ্দ্বারা জানানো যাইতেছে। xyxy=(533,628,694,670)
metro-magistrate-notice xyxy=(529,763,698,908)
memo-date: তারিখ ঃ ০৩/০৩/২০২৬ xyxy=(649,781,694,787)
construction-photo xyxy=(96,62,337,228)
day-label: বুধবার ৷ xyxy=(328,5,352,14)
header-rule xyxy=(0,30,700,31)
negotiable-body: যেহেতু বিজ্ঞ আদালতে উপরোক্ত বিবাদী/আসামীগণের বিরুদ্ধে অভিযোগ আনয়ন করিয়া মোকদ্দমা দায়ের করা হইয়াছে এবং যেহেতু উক্ত মোকদ্দমায় বিজ্ঞ আদালত কর্তৃক ইস্যুকৃত সমন/ওয়ারেন্ট আসামীগণের নামীয় ঠিকানায় জারি করা সম্ভব হয় নাই, সেহেতু বিজ্ঞ আদালতের আদেশ মোতাবেক বহুল প্রচারিত জাতীয় দৈনিক পত্রিকায় বিজ্ঞপ্তি আকারে প্রকাশের নির্দেশ প্রদান করা হইল। এমতাবস্থায় আগামী ধার্য তারিখের মধ্যে আসামীগণকে স্বশরীরে অথবা নিযুক্তীয় আইনজীবীর মাধ্যমে আদালতে হাজির হইয়া জবাব দাখিল করিবার জন্য নির্দেশ প্রদান করা যাইতেছে। অন্যথায় তাহাদের অনুপস্থিতিতেই মোকদ্দমা একতরফা সূত্রে শুনানি ও নিষ্পত্তি করা হইবে মর্মে এতদ্দ্বারা জানানো যাইতেছে। xyxy=(180,531,344,573)
plane-brand-text: AirArabia xyxy=(536,38,586,50)
main-article-bottom-columns xyxy=(96,231,337,429)
negotiable-title-en: The Negotiable Instrument Act 1881 xyxy=(195,442,329,452)
law-line: অর্থঋণ আদালত আইন ২০০৩ এর ৭(১) ধারা বিধান মতে নিলামি এই পত্রিকার মাধ্যমে xyxy=(543,502,684,507)
plaintiff-name: Shimanto Bank PLC, xyxy=(356,536,401,542)
column-divider xyxy=(621,34,622,430)
negotiable-sign-line: মোঃ আজম প্রামাণিক xyxy=(305,610,344,616)
us-iran-paragraph: যুক্তরাষ্ট্রের প্রেসিডেন্ট ডোনাল্ড ট্রাম্পের শুরু করা বাণিজ্যযুদ্ধ, দেশটির কেন্দ্রীয় ব্যাংক ফেডারেল রিজার্ভ ও অন্যান্য প্রতিষ্ঠানের ওপর তার আক্রমণ এবং মিত্র দেশগুলোকে দেয়া হুমকি— তবু বিশ্ব অর্থনীতি শক্তভাবে টিকে আছে এবং অবিশ্বাস্য স্থিতিস্থাপকতা দেখিয়েছে বলে মনে করেন বাজার পর্যবেক্ষকরা। নানা প্রতিকূলতা ও বাধা সত্ত্বেও বিশ্বজুড়ে মূল্যস্ফীতি যেমন কমছে, তেমনি ইউরোপসহ অন্যান্য অঞ্চলের শেয়ারবাজারগুলো স্পর্শ করছে নতুন উচ্চতা। তবে একটি বড় পরিস্থিতি এসব কিছু ভেস্তে দিতে পারে— ইরান-যুক্তরাষ্ট্র সংঘাত। xyxy=(625,105,698,178)
conjunction: ও xyxy=(260,704,264,711)
table-header: আসামীর নাম ও ঠিকানা xyxy=(373,438,456,446)
defendant-tag: — Defendants. xyxy=(492,581,522,587)
cargo-plane-photo xyxy=(450,33,618,130)
legal-sign-line: আহসানডাঙ্গী xyxy=(144,878,168,884)
order-sign: আদালতের আদেশক্রমে-সেরেস্তাদার, অর্থঋণ আদালত নং-৬, ঢাকা। xyxy=(401,798,522,804)
defendants-text: Md. Salim Reza, S/o. Md. Mainur Rahman, Engineer, Dhaka Electric Supply Company (DESCO), House-22/B, Kabi Farrukh Sarani Nikunja-2, Khilkhet, Dhaka. AND Md. Salim Reza, S/o. Md. Mainur Rahman, House-872, Mohishal Bari, P.S- Godagari, Dist.- Rajshahi. xyxy=(356,698,522,721)
small-gov-notice xyxy=(352,833,526,908)
veg-paragraph: বাংলাদেশ থেকে প্রতিদিন মধ্যপ্রাচ্য ও ইউরোপের বিভিন্ন দেশে কাঁচা মরিচ থেকে শুরু করে শাক, মুলা, বেগুন, চিচিঙ্গা, পটোল, ঝিঙা, কাঁকরোল, বরবটি, শিম, টমেটোসহ বিভিন্ন ধরনের সবজি রপ্তানি হয়। গত শনিবার থেকে মধ্যপ্রাচ্যের সংঘাত শুরু হওয়ার পর অধিকাংশ আকাশপথ বন্ধ রয়েছে। ফলে মধ্যপ্রাচ্যের পাশাপাশি ইউরোপের কয়েকটি দেশে বিমান যাচ্ছে না। এতে সবজি রপ্তানি প্রায় বন্ধ হয়ে গেছে। রপ্তানিকারকরা বলছেন, শনিবার থেকে সবজি রপ্তানি প্রায় ৯০ শতাংশ বন্ধ হয়েছে। আকাশপথ সচল না হলে ভরা মৌসুমে সবজি রপ্তানি আবারও হুমকির মুখে পড়বে। সাধারণত সপ্তাহে ৪৫-৫০ টন সবজি রপ্তানি হয়। এর মধ্যে প্রায় ৪০ শতাংশের গন্তব্য সৌদি আরব, সংযুক্ত আরব আমিরাত (ইউএই), কাতার, কুয়েত, বাহরাইন ও ওমান। এর বাইরে যুক্তরাজ্য, ফ্রান্স, ইতালি, জার্মানি, সুইজারল্যান্ডসহ বিভিন্ন দেশে সবজি যায়। xyxy=(450,184,618,234)
table-header: মামলার নম্বর ও ধারা xyxy=(459,861,522,874)
row-number: ০১। xyxy=(181,795,196,818)
negotiable-title-bn: এর ১৩৮ ধারা মতে লিগ্যাল নোটিশ xyxy=(210,452,314,461)
order-sign: আদালতের আদেশক্রমে-সেরেস্তাদার, অর্থঋণ আদালত নং-৬, ঢাকা। xyxy=(573,477,694,483)
protest-sign-line: “নিখিল গ্রামবাসীর পক্ষে” xyxy=(64,703,110,709)
addressee-line: মোকাম বিশ্ব ব্যাংক রোড, ব্রাঞ্চ ম্যানেজার (পি.বি.এম), থানা গাবতলী ব্রাঞ্চ, বগুড়া। xyxy=(180,479,318,485)
accused-table xyxy=(356,437,522,464)
table-header: ক্রম নং xyxy=(357,438,374,446)
plaintiff-address: Office Address at Corporate Head Office Shimanto Shamvar (Level -07) Shimanto Square Road No.02, Bir Uttam M.A.Rob Sarak, Dhanmondi, Dhaka. xyxy=(356,536,522,554)
table-header: ক্রমিক নং xyxy=(357,861,374,874)
schedule-label: তফসিল xyxy=(79,512,95,519)
table-row xyxy=(7,530,168,558)
law-line: অর্থঋণ আদালত আইন ২০০৩ এর ৭(১) ধারা বিধান মতে নিলামি এই পত্রিকার মাধ্যমে xyxy=(368,636,510,641)
summons-body: যেহেতু বাদী ব্যাংক আসামীদের বিরুদ্ধে উপরোক্ত অর্থঋণ মোকদ্দমা দায়ের করিয়াছেন এবং যেহেতু বিবাদীগণের বর্তমান ঠিকানায় সমন জারি করা সম্ভব হয় নাই, সেহেতু অত্র পত্রিকায় বিজ্ঞপ্তি প্রকাশের মাধ্যমে সমন জারির আদেশ প্রদান করা হইয়াছে। আগামী ধার্য তারিখের মধ্যে বিবাদীগণ স্বয়ং অথবা নিযুক্তীয় কৌঁসুলির মাধ্যমে আদালতে হাজির হইয়া দাবির বিরুদ্ধে লিখিত বর্ণনা দাখিল করিতে পারিবেন। অন্যথায় উক্ত মোকদ্দমা তাহাদের অনুপস্থিতিতে একতরফা সূত্রে শুনানি ও নিষ্পত্তি করা হইবে। নির্ধারিত তারিখের মধ্যে হাজির না হইলে আইনানুগ ব্যবস্থা গ্রহণ করা হইবে। xyxy=(356,725,522,757)
investment-headline-line2: বছরের মধ্যে সর্বনিম্ন xyxy=(357,61,439,74)
gov-title: গণপ্রজাতন্ত্রী বাংলাদেশ সরকার xyxy=(44,437,130,444)
table-row xyxy=(534,850,694,878)
memo-number: স্মারক নং-০২.০১.০২৬.০০০.০২৩৪-৩০২৯, ৩৩৩০ xyxy=(533,781,621,787)
case-number: অর্থঋণ মোকদ্দমা নং-৮৩৪/২০২৫ xyxy=(581,530,646,536)
summons-notice-2 xyxy=(352,634,526,830)
table-header: মামলার নম্বর ও ধারা xyxy=(106,522,167,530)
veg-headline-line1: মধ্যপ্রাচ্য ও ইউরোপে সবজি xyxy=(455,134,613,150)
plaintiff-tag: — Plaintiff. xyxy=(671,554,694,559)
main-article-paragraph: যুক্তরাষ্ট্রের প্রেসিডেন্ট ডোনাল্ড ট্রাম্পের শুরু করা বাণিজ্যযুদ্ধ, দেশটির কেন্দ্রীয় ব্যাংক ফেডারেল রিজার্ভ ও অন্যান্য প্রতিষ্ঠানের ওপর তার আক্রমণ এবং মিত্র দেশগুলোকে দেয়া হুমকি— তবু বিশ্ব অর্থনীতি শক্তভাবে টিকে আছে এবং অবিশ্বাস্য স্থিতিস্থাপকতা দেখিয়েছে বলে মনে করেন বাজার পর্যবেক্ষকরা। নানা প্রতিকূলতা ও বাধা সত্ত্বেও বিশ্বজুড়ে মূল্যস্ফীতি যেমন কমছে, তেমনি ইউরোপসহ অন্যান্য অঞ্চলের শেয়ারবাজারগুলো স্পর্শ করছে নতুন উচ্চতা। তবে একটি বড় পরিস্থিতি এসব কিছু ভেস্তে দিতে পারে— ইরান-যুক্তরাষ্ট্র সংঘাত। xyxy=(260,247,337,326)
legal-notice-title: লিগ্যাল নোটিশ xyxy=(22,736,152,760)
accused-name: মোছাঃ খাদিজা বেগম, স্বামী- মোঃ শফিকুল, সাং- নারুলী, থানা- বগুড়া সদর, জেলা- বগুড়া। xyxy=(373,874,459,887)
legal-body: যেহেতু বাদী ব্যাংক আসামীদের বিরুদ্ধে উপরোক্ত অর্থঋণ মোকদ্দমা দায়ের করিয়াছেন এবং যেহেতু বিবাদীগণের বর্তমান ঠিকানায় সমন জারি করা সম্ভব হয় নাই, সেহেতু অত্র পত্রিকায় বিজ্ঞপ্তি প্রকাশের মাধ্যমে সমন জারির আদেশ প্রদান করা হইয়াছে। আগামী ধার্য তারিখের মধ্যে বিবাদীগণ স্বয়ং অথবা নিযুক্তীয় কৌঁসুলির মাধ্যমে আদালতে হাজির হইয়া দাবির বিরুদ্ধে লিখিত বর্ণনা দাখিল করিতে পারিবেন। অন্যথায় উক্ত মোকদ্দমা তাহাদের অনুপস্থিতিতে একতরফা সূত্রে শুনানি ও নিষ্পত্তি করা হইবে। নির্ধারিত তারিখের মধ্যে হাজির না হইলে আইনানুগ ব্যবস্থা গ্রহণ করা হইবে। xyxy=(6,830,168,866)
protest-notice xyxy=(2,652,172,729)
